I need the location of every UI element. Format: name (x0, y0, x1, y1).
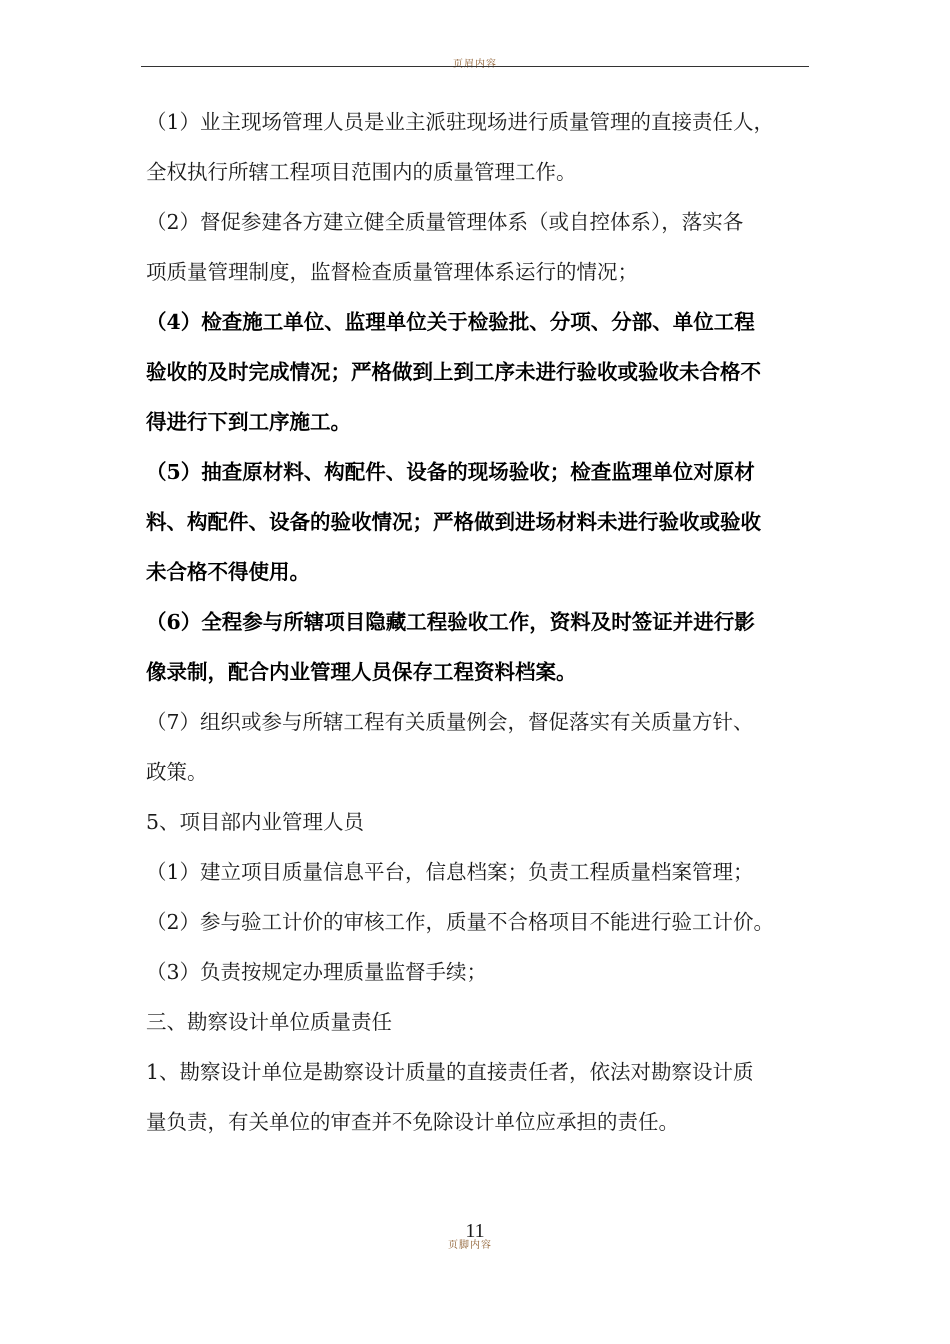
body-line: 量负责，有关单位的审查并不免除设计单位应承担的责任。 (146, 1110, 679, 1134)
body-line-bold: （6）全程参与所辖项目隐藏工程验收工作，资料及时签证并进行影 (146, 610, 755, 634)
section-heading: 5、项目部内业管理人员 (146, 810, 365, 834)
body-line-bold: （5）抽查原材料、构配件、设备的现场验收；检查监理单位对原材 (146, 460, 755, 484)
header-divider (141, 66, 809, 67)
body-line-bold: （4）检查施工单位、监理单位关于检验批、分项、分部、单位工程 (146, 310, 755, 334)
body-line-bold: 验收的及时完成情况；严格做到上到工序未进行验收或验收未合格不 (146, 360, 761, 384)
body-line: （7）组织或参与所辖工程有关质量例会，督促落实有关质量方针、 (146, 710, 754, 734)
page-footer-text: 页脚内容 (448, 1240, 492, 1251)
body-line-bold: 料、构配件、设备的验收情况；严格做到进场材料未进行验收或验收 (146, 510, 761, 534)
body-line: 政策。 (146, 760, 208, 784)
body-line: （2）参与验工计价的审核工作，质量不合格项目不能进行验工计价。 (146, 910, 775, 934)
body-line-bold: 像录制，配合内业管理人员保存工程资料档案。 (146, 660, 577, 684)
body-line-bold: 得进行下到工序施工。 (146, 410, 351, 434)
body-line: （3）负责按规定办理质量监督手续； (146, 960, 488, 984)
body-line: （1）业主现场管理人员是业主派驻现场进行质量管理的直接责任人， (146, 110, 775, 134)
body-line-bold: 未合格不得使用。 (146, 560, 310, 584)
body-line: 全权执行所辖工程项目范围内的质量管理工作。 (146, 160, 577, 184)
page-number: 11 (465, 1220, 485, 1242)
body-line: （1）建立项目质量信息平台，信息档案；负责工程质量档案管理； (146, 860, 754, 884)
page-header-text: 页眉内容 (453, 59, 497, 70)
body-line: 项质量管理制度，监督检查质量管理体系运行的情况； (146, 260, 638, 284)
section-heading: 三、勘察设计单位质量责任 (146, 1010, 392, 1034)
body-line: 1、勘察设计单位是勘察设计质量的直接责任者，依法对勘察设计质 (146, 1060, 754, 1084)
document-body (146, 97, 816, 1147)
body-line: （2）督促参建各方建立健全质量管理体系（或自控体系），落实各 (146, 210, 744, 234)
